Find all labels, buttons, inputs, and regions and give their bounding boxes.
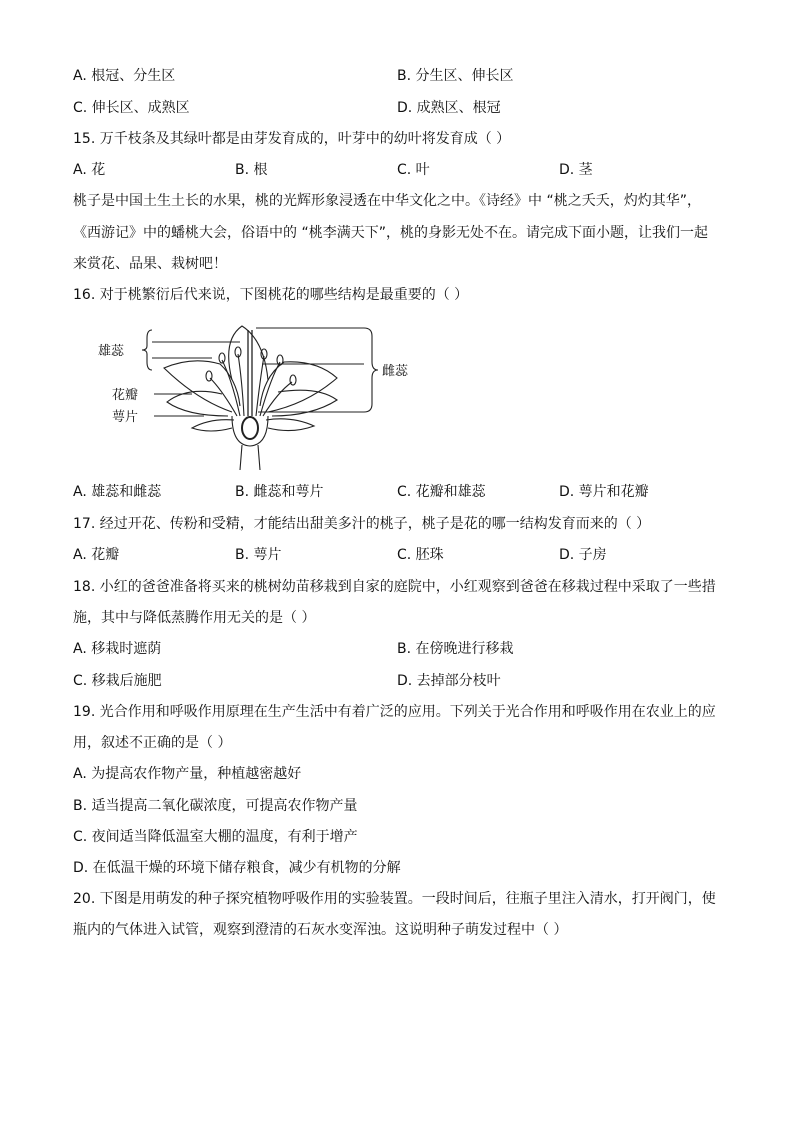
label-stamen: 雄蕊	[98, 344, 125, 359]
q18-option-b[interactable]: B. 在傍晚进行移栽	[397, 641, 514, 657]
label-sepal: 萼片	[112, 410, 139, 425]
intro-line-2: 《西游记》中的蟠桃大会，俗语中的 “桃李满天下”，桃的身影无处不在。请完成下面小题，让我们一起	[73, 225, 708, 241]
intro-line-1: 桃子是中国土生土长的水果，桃的光辉形象浸透在中华文化之中。《诗经》中 “桃之夭夭，灼灼其华”，	[73, 193, 701, 209]
flower-stem-shape	[240, 445, 260, 470]
q19-stem-line-2: 用，叙述不正确的是（ ）	[73, 735, 232, 751]
q16-option-c[interactable]: C. 花瓣和雄蕊	[397, 484, 486, 500]
pistil-leader-lines-shape	[256, 328, 364, 412]
q14-option-b[interactable]: B. 分生区、伸长区	[397, 68, 514, 84]
q19-option-c[interactable]: C. 夜间适当降低温室大棚的温度，有利于增产	[73, 829, 358, 845]
q20-stem-line-1: 20. 下图是用萌发的种子探究植物呼吸作用的实验装置。一段时间后，往瓶子里注入清水，打开阀门，使	[73, 891, 716, 907]
q20-stem-line-2: 瓶内的气体进入试管，观察到澄清的石灰水变浑浊。这说明种子萌发过程中（ ）	[73, 922, 568, 938]
q18-option-a[interactable]: A. 移栽时遮荫	[73, 641, 162, 657]
q19-option-b[interactable]: B. 适当提高二氧化碳浓度，可提高农作物产量	[73, 798, 358, 814]
label-pistil: 雌蕊	[382, 364, 409, 379]
pistil-bracket-shape	[364, 328, 378, 412]
q16-stem: 16. 对于桃繁衍后代来说，下图桃花的哪些结构是最重要的（ ）	[73, 287, 469, 303]
peach-flower-diagram	[92, 320, 452, 470]
intro-line-3: 来赏花、品果、栽树吧！	[73, 256, 227, 272]
q18-option-d[interactable]: D. 去掉部分枝叶	[397, 673, 501, 689]
q16-option-d[interactable]: D. 萼片和花瓣	[559, 484, 649, 500]
q15-option-c[interactable]: C. 叶	[397, 162, 430, 178]
q15-option-d[interactable]: D. 茎	[559, 162, 593, 178]
petal-right-shape	[260, 362, 337, 412]
q14-option-d[interactable]: D. 成熟区、根冠	[397, 100, 501, 116]
sepal-right-shape	[266, 419, 314, 431]
q19-stem-line-1: 19. 光合作用和呼吸作用原理在生产生活中有着广泛的应用。下列关于光合作用和呼吸作用在农业上的应	[73, 704, 716, 720]
q17-option-c[interactable]: C. 胚珠	[397, 547, 444, 563]
q17-option-d[interactable]: D. 子房	[559, 547, 607, 563]
label-petal: 花瓣	[112, 388, 139, 403]
sepal-left-shape	[192, 420, 234, 431]
q18-option-c[interactable]: C. 移栽后施肥	[73, 673, 162, 689]
q15-stem: 15. 万千枝条及其绿叶都是由芽发育成的，叶芽中的幼叶将发育成（ ）	[73, 131, 511, 147]
pistil-style-shape	[248, 330, 252, 416]
q19-option-d[interactable]: D. 在低温干燥的环境下储存粮食，减少有机物的分解	[73, 860, 401, 876]
ovary-shape	[232, 416, 268, 446]
stamen-leader-lines-shape	[152, 342, 240, 358]
q16-option-a[interactable]: A. 雄蕊和雌蕊	[73, 484, 162, 500]
q14-option-c[interactable]: C. 伸长区、成熟区	[73, 100, 190, 116]
q19-option-a[interactable]: A. 为提高农作物产量，种植越密越好	[73, 766, 302, 782]
anther-1-shape	[219, 353, 225, 363]
q18-stem-line-2: 施，其中与降低蒸腾作用无关的是（ ）	[73, 610, 316, 626]
q17-option-b[interactable]: B. 萼片	[235, 547, 282, 563]
q17-option-a[interactable]: A. 花瓣	[73, 547, 120, 563]
q14-option-a[interactable]: A. 根冠、分生区	[73, 68, 176, 84]
anther-6-shape	[290, 375, 296, 385]
q17-stem: 17. 经过开花、传粉和受精，才能结出甜美多汁的桃子，桃子是花的哪一结构发育而来的（ ）	[73, 516, 651, 532]
q15-option-b[interactable]: B. 根	[235, 162, 268, 178]
stamen-bracket-shape	[142, 330, 152, 370]
q18-stem-line-1: 18. 小红的爸爸准备将买来的桃树幼苗移栽到自家的庭院中，小红观察到爸爸在移栽过程中采取了一些措	[73, 579, 716, 595]
q15-option-a[interactable]: A. 花	[73, 162, 106, 178]
ovule-shape	[242, 417, 258, 439]
q16-option-b[interactable]: B. 雌蕊和萼片	[235, 484, 324, 500]
petal-left-shape	[164, 361, 240, 412]
anther-5-shape	[206, 371, 212, 381]
